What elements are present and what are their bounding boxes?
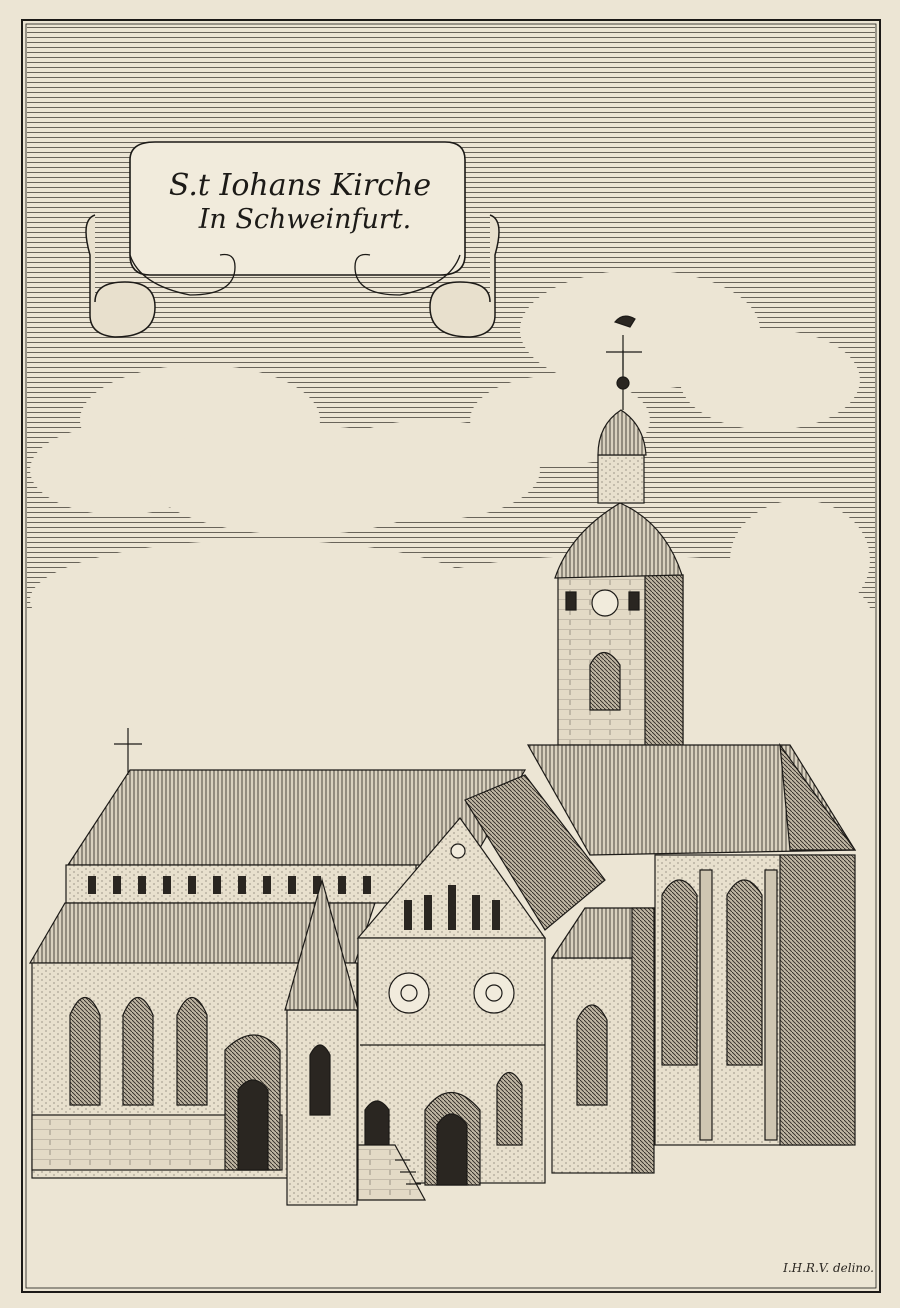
rose-window-left: [389, 973, 429, 1013]
artist-credit: I.H.R.V. delino.: [783, 1261, 874, 1275]
ground: [27, 1175, 875, 1287]
tower-clock: [592, 590, 618, 616]
sky: [27, 25, 875, 670]
title-line-2: In Schweinfurt.: [198, 204, 412, 235]
aisle-windows: [70, 998, 207, 1106]
rose-window-right: [474, 973, 514, 1013]
title-line-1: S.t Iohans Kirche: [168, 168, 432, 203]
